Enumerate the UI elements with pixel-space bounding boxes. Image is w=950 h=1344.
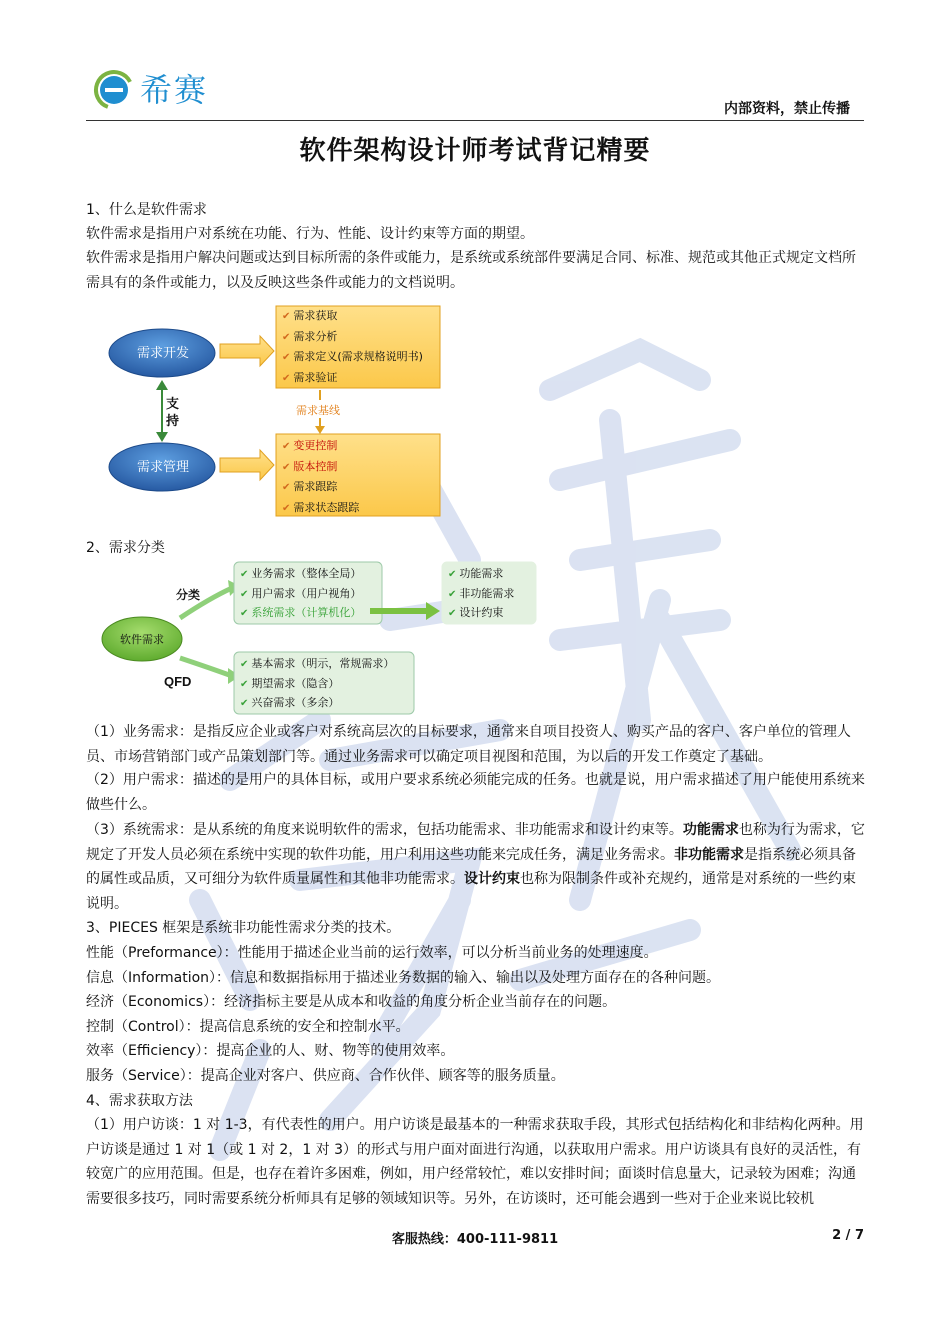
section3-heading: 3、PIECES 框架是系统非功能性需求分类的技术。 xyxy=(86,920,401,936)
pieces-item: 控制（Control）：提高信息系统的安全和控制水平。 xyxy=(86,1019,410,1035)
pieces-item: 经济（Economics）：经济指标主要是从成本和收益的角度分析企业当前存在的问题。 xyxy=(86,994,617,1010)
section1-heading: 1、什么是软件需求 xyxy=(86,202,207,218)
system-arrow xyxy=(370,608,426,614)
list-item: ✔ 需求获取 xyxy=(282,309,338,322)
section1-paragraph-2: 软件需求是指用户解决问题或达到目标所需的条件或能力，是系统或系统部件要满足合同、标准、规范或其他正式规定文档所需具有的条件或能力，以及反映这些条件或能力的文档说明。 xyxy=(86,250,856,291)
section1-paragraph-1: 软件需求是指用户对系统在功能、行为、性能、设计约束等方面的期望。 xyxy=(86,226,534,242)
list-item: ✔ 兴奋需求（多余） xyxy=(240,696,340,709)
user-req-paragraph: （2）用户需求：描述的是用户的具体目标，或用户要求系统必须能完成的任务。也就是说，用户需求描述了用户能使用系统来做些什么。 xyxy=(86,772,865,813)
pieces-item: 效率（Efficiency）：提高企业的人、财、物等的使用效率。 xyxy=(86,1043,455,1059)
section2-heading: 2、需求分类 xyxy=(86,540,165,556)
header-divider xyxy=(86,120,864,121)
list-item: ✔ 需求状态跟踪 xyxy=(282,500,360,514)
software-req-label: 软件需求 xyxy=(120,633,164,646)
footer-hotline: 客服热线：400-111-9811 xyxy=(391,1232,559,1247)
list-item: ✔ 需求跟踪 xyxy=(282,480,338,493)
list-item: ✔ 版本控制 xyxy=(282,459,338,473)
section4-heading: 4、需求获取方法 xyxy=(86,1093,193,1109)
system-req-paragraph: （3）系统需求：是从系统的角度来说明软件的需求，包括功能需求、非功能需求和设计约束等。功能需求也称为行为需求，它规定了开发人员必须在系统中实现的软件功能，用户利用这些功能来完成任务，满足业务需求。非功能需求是指系统必须具备的属性或品质，又可细分为软件质量属性和其他非功能需求。设计约束也称为限制条件或补充规约，通常是对系统的一些约束说明。 xyxy=(86,822,865,912)
qfd-items-list xyxy=(240,655,394,714)
support-label: 支持 xyxy=(166,397,180,429)
list-item: ✔ 需求分析 xyxy=(282,329,338,343)
list-item: ✔ 期望需求（隐含） xyxy=(240,676,340,690)
dev-items-list xyxy=(282,306,423,388)
page-number: 2 / 7 xyxy=(832,1228,864,1243)
list-item: ✔ 设计约束 xyxy=(448,606,504,619)
logo-text: 希赛 xyxy=(140,71,209,109)
pieces-item: 服务（Service）：提高企业对客户、供应商、合作伙伴、顾客等的服务质量。 xyxy=(86,1068,565,1084)
list-item: ✔ 需求定义(需求规格说明书) xyxy=(282,350,423,363)
mgmt-arrow xyxy=(220,450,274,480)
business-req-paragraph: （1）业务需求：是指反应企业或客户对系统高层次的目标要求，通常来自项目投资人、购买产品的客户、客户单位的管理人员、市场营销部门或产品策划部门等。通过业务需求可以确定项目视图和范围，为以后的开发工作奠定了基础。 xyxy=(86,724,851,765)
interview-paragraph: （1）用户访谈：1 对 1-3，有代表性的用户。用户访谈是最基本的一种需求获取手段，其形式包括结构化和非结构化两种。用户访谈是通过 1 对 1（或 1 对 2，1 对 3）的形式与用户面对面进行沟通，以获取用户需求。用户访谈具有良好的灵活性，有较宽广的应用范围。但是，也存在着许多困难，例如，用户经常较忙，难以安排时间；面谈时信息量大，记录较为困难；沟通需要很多技巧，同时需要系统分析师具有足够的领域知识等。另外，在访谈时，还可能会遇到一些对于企业来说比较机 xyxy=(86,1117,864,1207)
baseline-label: 需求基线 xyxy=(296,404,340,417)
dev-label: 需求开发 xyxy=(136,346,189,361)
mgmt-items-list xyxy=(282,436,359,518)
list-item: ✔ 变更控制 xyxy=(282,439,338,452)
pieces-item: 性能（Preformance）：性能用于描述企业当前的运行效率，可以分析当前业务的处理速度。 xyxy=(86,945,658,961)
list-item: ✔ 用户需求（用户视角） xyxy=(240,586,362,600)
list-item: ✔ 业务需求（整体全局） xyxy=(240,567,362,580)
list-item: ✔ 功能需求 xyxy=(448,567,504,580)
list-item: ✔ 系统需求（计算机化） xyxy=(240,606,362,619)
qfd-label: QFD xyxy=(164,674,192,689)
dev-arrow xyxy=(220,336,274,366)
mgmt-label: 需求管理 xyxy=(136,460,189,475)
pieces-item: 信息（Information）：信息和数据指标用于描述业务数据的输入、输出以及处理方面存在的各种问题。 xyxy=(86,970,721,986)
logo-icon xyxy=(92,68,136,112)
page-title: 软件架构设计师考试背记精要 xyxy=(299,136,651,166)
classify-label: 分类 xyxy=(176,588,201,602)
list-item: ✔ 基本需求（明示，常规需求） xyxy=(240,657,395,670)
list-item: ✔ 需求验证 xyxy=(282,370,338,384)
classify-items-list xyxy=(240,565,361,624)
list-item: ✔ 非功能需求 xyxy=(448,586,515,600)
system-items-list xyxy=(448,565,514,624)
header-note: 内部资料，禁止传播 xyxy=(724,101,850,117)
